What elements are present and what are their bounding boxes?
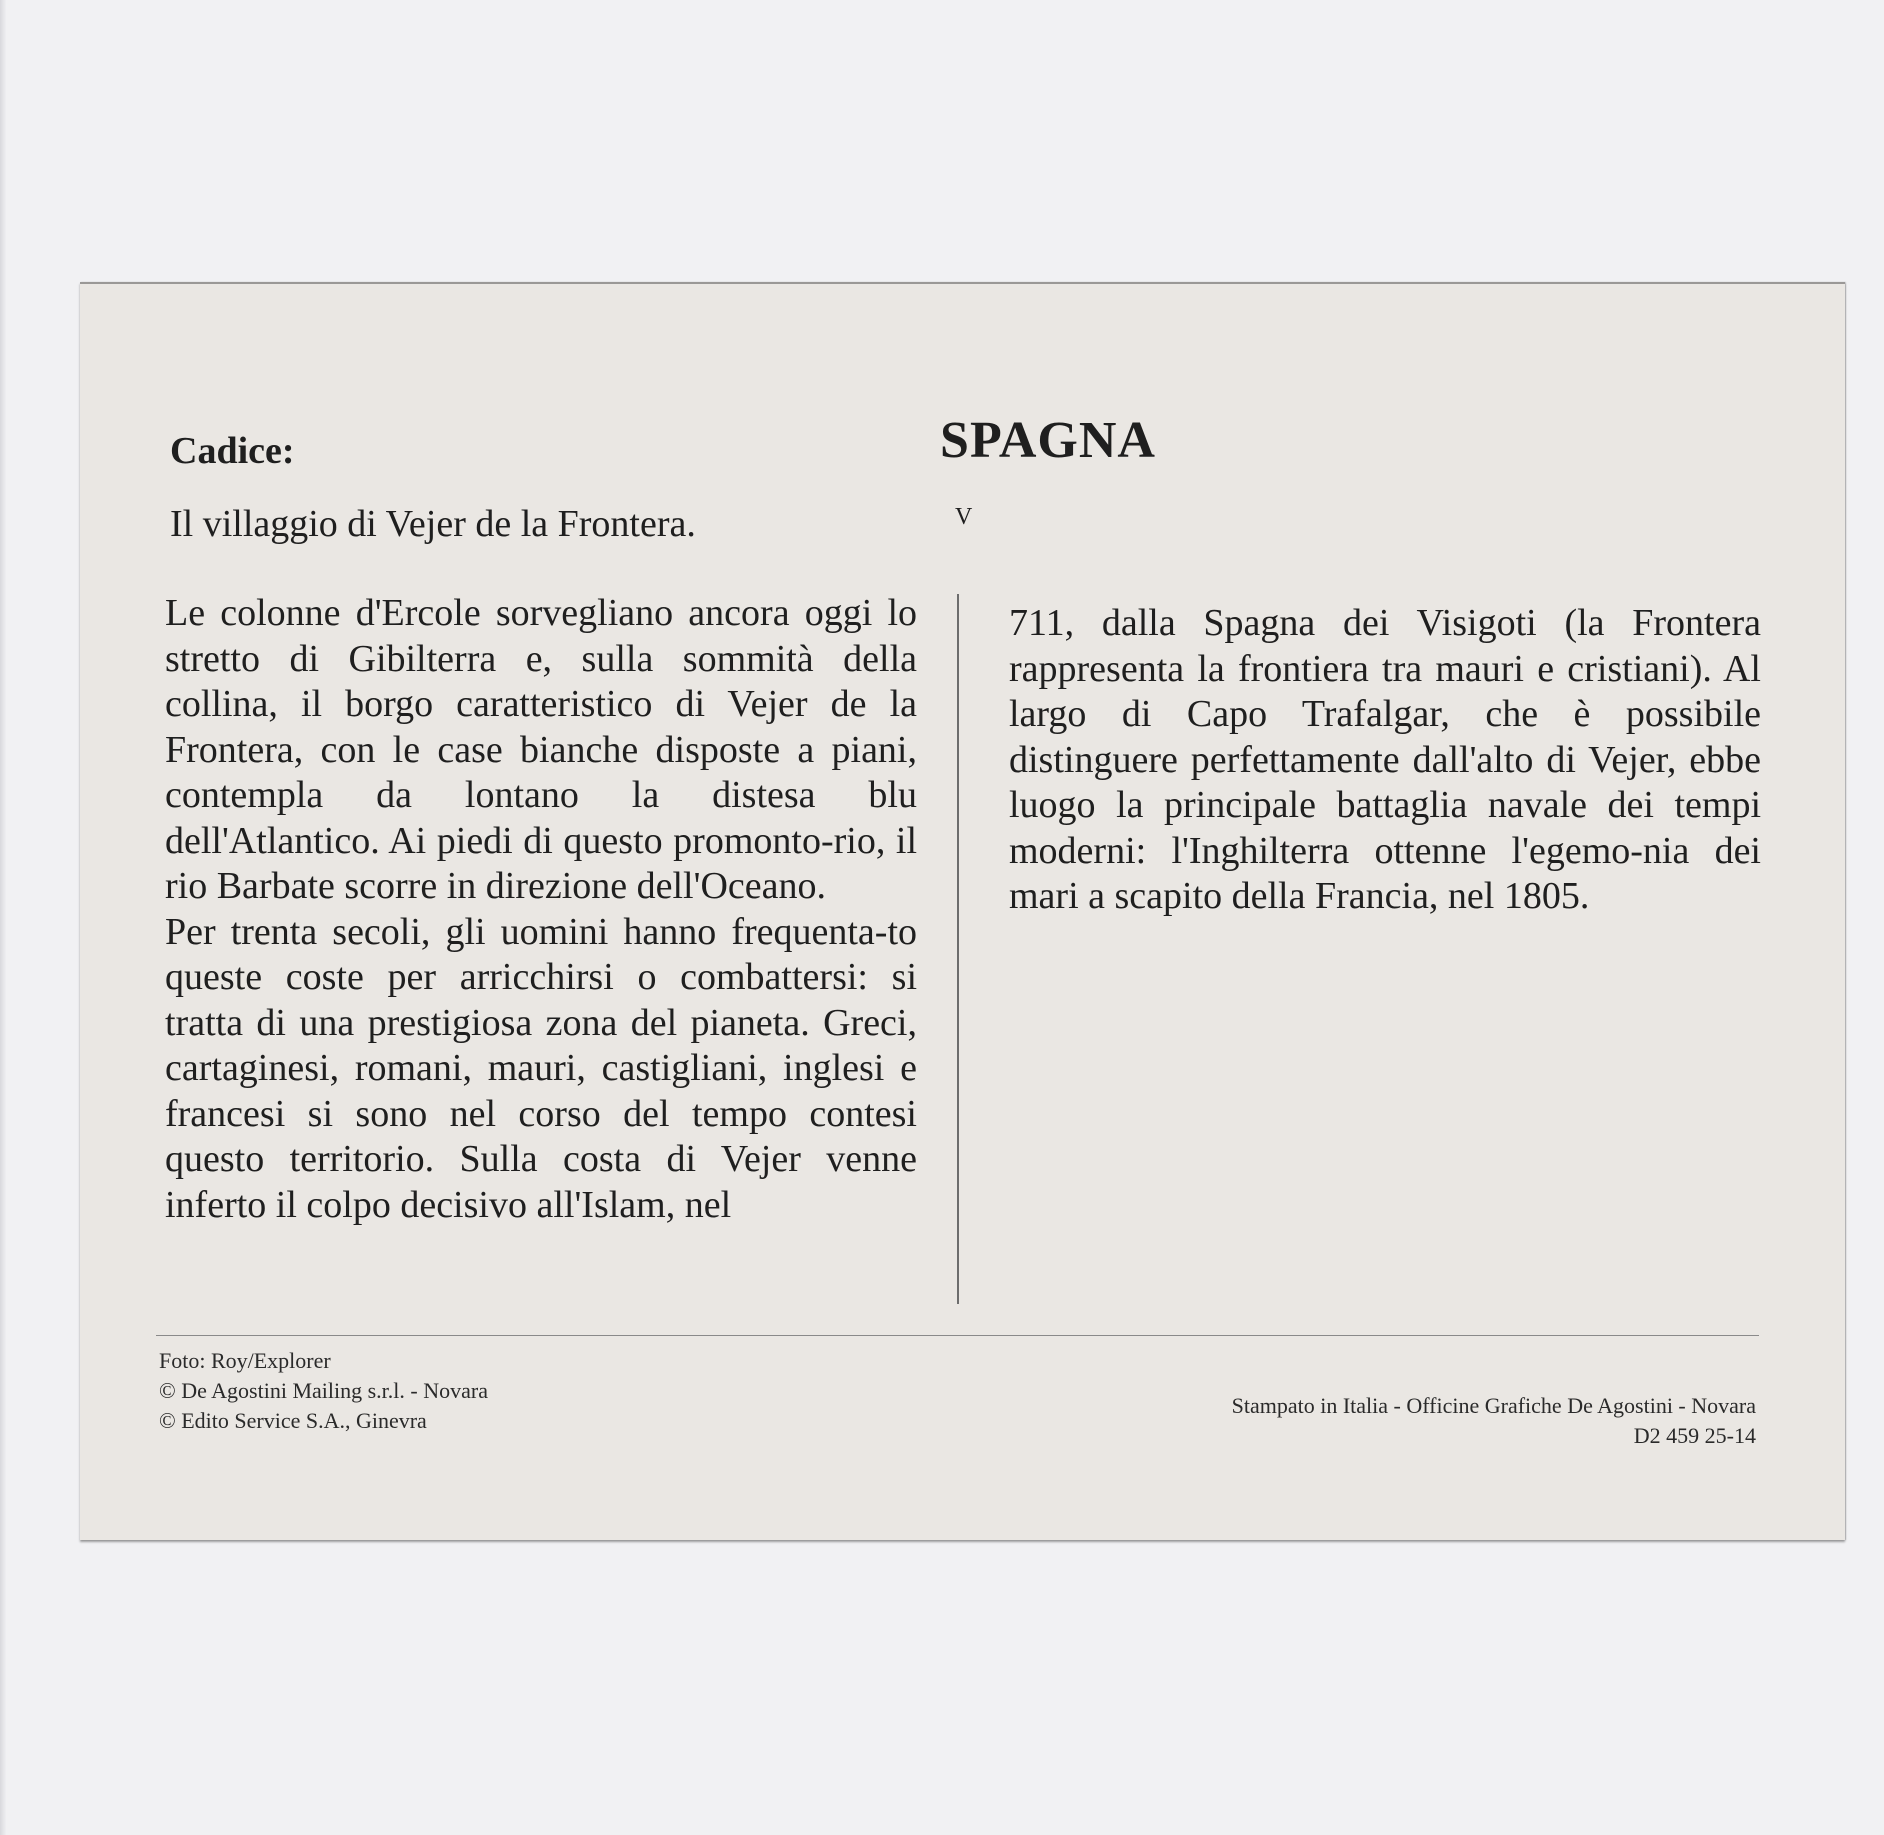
paragraph: Le colonne d'Ercole sorvegliano ancora oggi lo stretto di Gibilterra e, sulla sommità della collina, il borgo caratteristico di Vejer de la Frontera, con le case bianche disposte a piani, contempla da lontano la distesa blu dell'Atlantico. Ai piedi di questo promonto-rio, il rio Barbate scorre in direzione dell'Oceano. bbox=[165, 592, 917, 907]
column-divider bbox=[957, 594, 959, 1304]
text-column-left bbox=[165, 591, 917, 1228]
postcard-back bbox=[80, 282, 1845, 1540]
page-title: SPAGNA bbox=[940, 412, 1156, 469]
copyright-line: © De Agostini Mailing s.r.l. - Novara bbox=[159, 1378, 488, 1403]
caption-subject: Il villaggio di Vejer de la Frontera. bbox=[170, 503, 696, 545]
heading-mark: V bbox=[955, 504, 973, 530]
caption-place: Cadice: bbox=[170, 430, 295, 472]
scan-edge bbox=[0, 0, 6, 1835]
footer-divider bbox=[156, 1335, 1759, 1336]
paragraph: Per trenta secoli, gli uomini hanno frequenta-to queste coste per arricchirsi o combattersi: si tratta di una prestigiosa zona del pianeta. Greci, cartaginesi, romani, mauri, castigliani, inglesi e francesi si sono nel corso del tempo contesi questo territorio. Sulla costa di Vejer venne inferto il colpo decisivo all'Islam, nel bbox=[165, 910, 917, 1226]
print-code: D2 459 25-14 bbox=[1633, 1423, 1756, 1448]
text-column-right bbox=[1009, 601, 1761, 920]
printer-line: Stampato in Italia - Officine Grafiche De Agostini - Novara bbox=[1231, 1393, 1756, 1418]
paragraph: 711, dalla Spagna dei Visigoti (la Frontera rappresenta la frontiera tra mauri e cristiani). Al largo di Capo Trafalgar, che è possibile distinguere perfettamente dall'alto di Vejer, ebbe luogo la principale battaglia navale dei tempi moderni: l'Inghilterra ottenne l'egemo-nia dei mari a scapito della Francia, nel 1805. bbox=[1009, 602, 1761, 917]
printer-info bbox=[1232, 1391, 1756, 1451]
copyright-line: © Edito Service S.A., Ginevra bbox=[159, 1408, 427, 1433]
photo-credit: Foto: Roy/Explorer bbox=[159, 1348, 331, 1373]
photo-credits bbox=[159, 1346, 488, 1436]
